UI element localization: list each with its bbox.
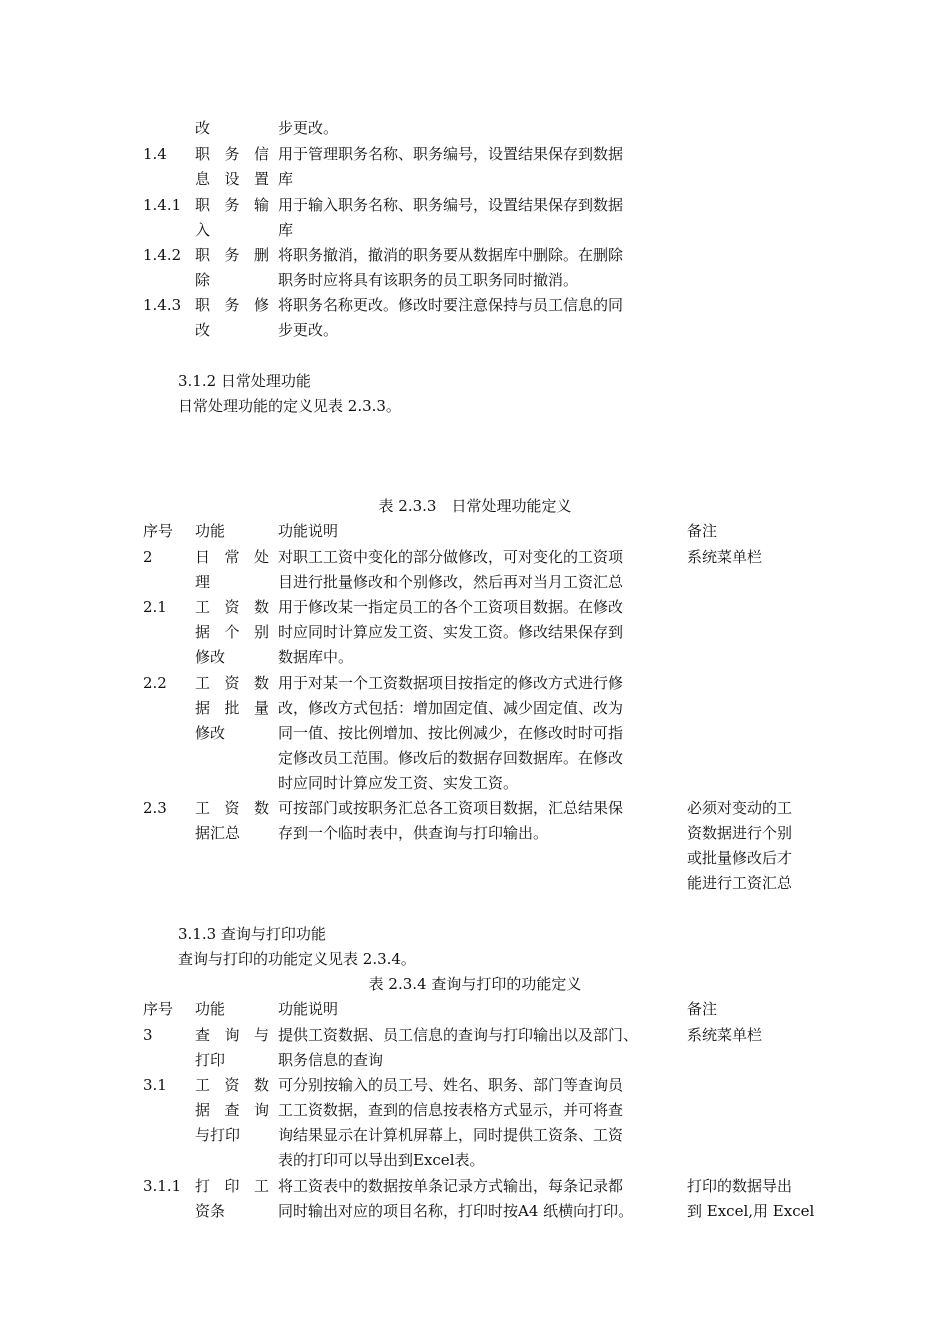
function-line: 据查询: [195, 1101, 269, 1119]
row-description: [278, 1174, 670, 1224]
function-line: 查询与: [195, 1026, 269, 1044]
header-description: 功能说明: [278, 522, 339, 540]
note-line: 打印的数据导出: [687, 1177, 793, 1195]
function-line: 理: [195, 573, 211, 591]
row-function: [195, 142, 269, 192]
row-function: [195, 796, 269, 846]
description-line: 将职务名称更改。修改时要注意保持与员工信息的同: [278, 296, 624, 314]
section-text: 查询与打印的功能定义见表 2.3.4。: [178, 950, 416, 968]
note-line: 必须对变动的工: [687, 799, 793, 817]
row-description: [278, 293, 670, 343]
description-line: 时应同时计算应发工资、实发工资。修改结果保存到: [278, 623, 624, 641]
row-description: [278, 595, 670, 670]
description-line: 库: [278, 170, 294, 188]
function-line: 入: [195, 221, 211, 239]
row-number: 2: [143, 548, 153, 566]
function-line: 打印工: [195, 1177, 269, 1195]
note-line: 资数据进行个别: [687, 824, 793, 842]
row-number: 3: [143, 1026, 153, 1044]
row-function: [195, 1174, 269, 1224]
row-description: [278, 796, 670, 846]
function-line: 资条: [195, 1202, 226, 1220]
row-number: 3.1.1: [143, 1177, 182, 1195]
row-description: [278, 545, 670, 595]
row-function: [195, 1023, 269, 1073]
function-line: 职务修: [195, 296, 269, 314]
function-line: 工资数: [195, 799, 269, 817]
description-line: 用于输入职务名称、职务编号，设置结果保存到数据: [278, 196, 624, 214]
description-line: 用于修改某一指定员工的各个工资项目数据。在修改: [278, 598, 624, 616]
row-note: [687, 1023, 809, 1048]
description-line: 可按部门或按职务汇总各工资项目数据，汇总结果保: [278, 799, 624, 817]
section-heading: 3.1.2 日常处理功能: [178, 372, 311, 390]
row-note: [687, 796, 809, 896]
note-line: 系统菜单栏: [687, 548, 763, 566]
header-note: 备注: [687, 522, 718, 540]
row-number: 2.2: [143, 674, 167, 692]
description-line: 存到一个临时表中，供查询与打印输出。: [278, 824, 549, 842]
function-line: 工资数: [195, 674, 269, 692]
row-number: 1.4.1: [143, 196, 182, 214]
row-number: 1.4: [143, 145, 167, 163]
function-line: 日常处: [195, 548, 269, 566]
description-line: 库: [278, 221, 294, 239]
function-line: 职务删: [195, 246, 269, 264]
function-line: 修改: [195, 648, 226, 666]
row-function: [195, 243, 269, 293]
description-line: 步更改。: [278, 321, 339, 339]
header-function: 功能: [195, 522, 226, 540]
row-function: [195, 1073, 269, 1148]
description-line: 询结果显示在计算机屏幕上，同时提供工资条、工资: [278, 1126, 624, 1144]
note-line: 到 Excel,用 Excel: [687, 1202, 815, 1220]
description-line: 工工资数据，查到的信息按表格方式显示，并可将查: [278, 1101, 624, 1119]
function-line: 工资数: [195, 1076, 269, 1094]
row-description: [278, 1073, 670, 1173]
function-line: 打印: [195, 1051, 226, 1069]
table-caption: 表 2.3.4 查询与打印的功能定义: [368, 975, 582, 993]
row-number: 1.4.2: [143, 246, 182, 264]
row-function: [195, 116, 269, 141]
description-line: 步更改。: [278, 119, 339, 137]
row-function: [195, 671, 269, 746]
row-function: [195, 595, 269, 670]
description-line: 用于管理职务名称、职务编号，设置结果保存到数据: [278, 145, 624, 163]
header-note: 备注: [687, 1000, 718, 1018]
row-function: [195, 193, 269, 243]
description-line: 提供工资数据、员工信息的查询与打印输出以及部门、: [278, 1026, 639, 1044]
note-line: 能进行工资汇总: [687, 874, 793, 892]
note-line: 或批量修改后才: [687, 849, 793, 867]
header-number: 序号: [143, 522, 174, 540]
function-line: 职务输: [195, 196, 269, 214]
section-text: 日常处理功能的定义见表 2.3.3。: [178, 397, 401, 415]
function-line: 除: [195, 271, 211, 289]
function-line: 改: [195, 321, 211, 339]
function-line: 息设置: [195, 170, 269, 188]
row-function: [195, 545, 269, 595]
description-line: 同一值、按比例增加、按比例减少，在修改时时可指: [278, 724, 624, 742]
function-line: 据个别: [195, 623, 269, 641]
row-number: 3.1: [143, 1076, 167, 1094]
row-description: [278, 116, 670, 141]
header-number: 序号: [143, 1000, 174, 1018]
description-line: 将工资表中的数据按单条记录方式输出，每条记录都: [278, 1177, 624, 1195]
header-function: 功能: [195, 1000, 226, 1018]
function-line: 改: [195, 119, 211, 137]
row-note: [687, 1174, 815, 1224]
row-description: [278, 671, 670, 796]
description-line: 对职工工资中变化的部分做修改，可对变化的工资项: [278, 548, 624, 566]
description-line: 将职务撤消，撤消的职务要从数据库中删除。在删除: [278, 246, 624, 264]
function-line: 与打印: [195, 1126, 241, 1144]
description-line: 表的打印可以导出到Excel表。: [278, 1151, 485, 1169]
function-line: 据批量: [195, 699, 269, 717]
row-description: [278, 193, 670, 243]
description-line: 定修改员工范围。修改后的数据存回数据库。在修改: [278, 749, 624, 767]
function-line: 工资数: [195, 598, 269, 616]
function-line: 职务信: [195, 145, 269, 163]
description-line: 职务时应将具有该职务的员工职务同时撤消。: [278, 271, 579, 289]
description-line: 目进行批量修改和个别修改，然后再对当月工资汇总: [278, 573, 624, 591]
row-number: 2.3: [143, 799, 167, 817]
table-caption: 表 2.3.3 日常处理功能定义: [378, 497, 572, 515]
description-line: 时应同时计算应发工资、实发工资。: [278, 774, 519, 792]
row-description: [278, 142, 670, 192]
note-line: 系统菜单栏: [687, 1026, 763, 1044]
function-line: 修改: [195, 724, 226, 742]
description-line: 职务信息的查询: [278, 1051, 384, 1069]
row-number: 2.1: [143, 598, 167, 616]
header-description: 功能说明: [278, 1000, 339, 1018]
function-line: 据汇总: [195, 824, 241, 842]
row-note: [687, 545, 809, 570]
section-heading: 3.1.3 查询与打印功能: [178, 925, 326, 943]
row-description: [278, 1023, 670, 1073]
description-line: 同时输出对应的项目名称，打印时按A4 纸横向打印。: [278, 1202, 634, 1220]
description-line: 可分别按输入的员工号、姓名、职务、部门等查询员: [278, 1076, 624, 1094]
row-number: 1.4.3: [143, 296, 182, 314]
description-line: 数据库中。: [278, 648, 354, 666]
row-function: [195, 293, 269, 343]
description-line: 改，修改方式包括：增加固定值、减少固定值、改为: [278, 699, 624, 717]
description-line: 用于对某一个工资数据项目按指定的修改方式进行修: [278, 674, 624, 692]
row-description: [278, 243, 670, 293]
